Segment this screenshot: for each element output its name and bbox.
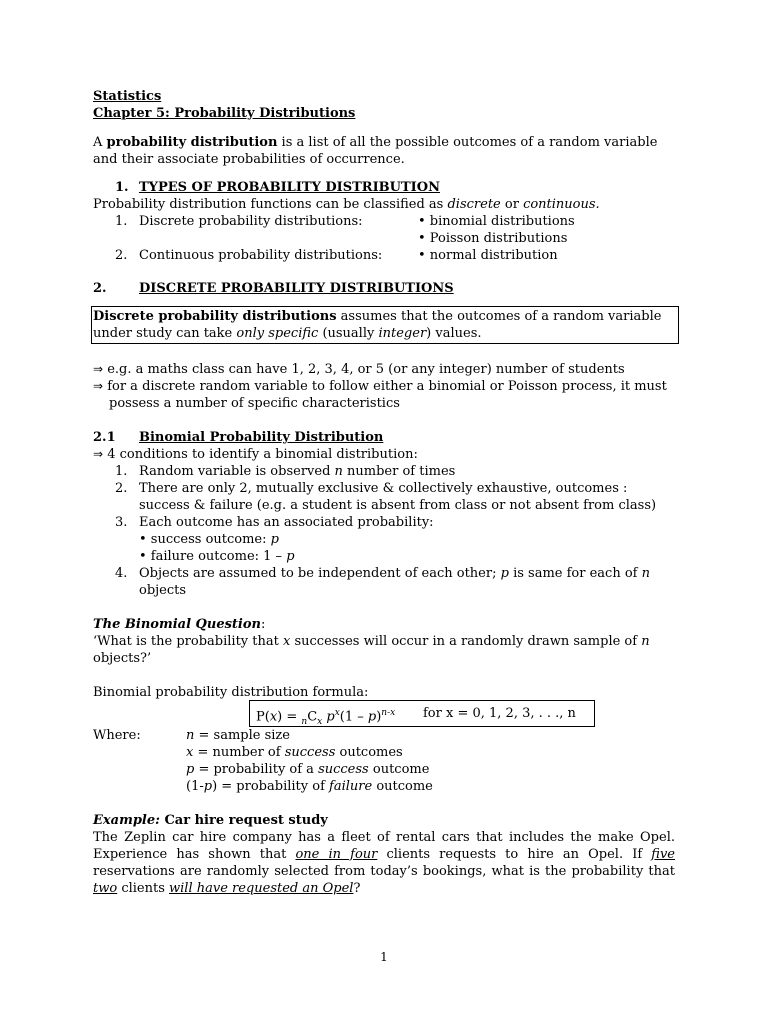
implies-arrow-icon: ⇒: [93, 379, 104, 393]
intro-paragraph: A probability distribution is a list of all the possible outcomes of a random variable and their associate probabilities of occurrence.: [93, 135, 658, 167]
where-row: x = number of success outcomes: [186, 745, 403, 760]
implies-arrow-icon: ⇒: [93, 362, 104, 376]
example-paragraph: The Zeplin car hire company has a fleet of rental cars that includes the make Opel. Experience has shown that one in four clients requests to hire an Opel. If five reservations are randomly selected from today’s bookings, what is the probability that two clients will have requested an Opel?: [93, 830, 676, 896]
implies-arrow-icon: ⇒: [93, 447, 104, 461]
where-row: (1-p) = probability of failure outcome: [186, 779, 433, 794]
formula-label: Binomial probability distribution formula:: [93, 685, 369, 700]
conditions-lead: ⇒ 4 conditions to identify a binomial distribution:: [93, 447, 418, 462]
example-point-2: ⇒ for a discrete random variable to follow either a binomial or Poisson process, it must: [93, 379, 667, 394]
example-point-1: ⇒ e.g. a maths class can have 1, 2, 3, 4, or 5 (or any integer) number of students: [93, 362, 625, 377]
list-item: 2. There are only 2, mutually exclusive & collectively exhaustive, outcomes : success & failure (e.g. a student is absent from class or not absent from class): [115, 481, 657, 513]
list-item: 4. Objects are assumed to be independent of each other; p is same for each of n objects: [115, 566, 650, 598]
list-item: 3. Each outcome has an associated probability: • success outcome: p • failure outcome: 1 – p: [115, 515, 434, 564]
formula-range: for x = 0, 1, 2, 3, . . ., n: [423, 706, 576, 721]
formula-box: [249, 700, 595, 727]
page-number: 1: [380, 950, 388, 964]
where-row: Where: n = sample size: [93, 728, 290, 743]
section1-lead: Probability distribution functions can be classified as discrete or continuous.: [93, 197, 600, 212]
binomial-question-heading: The Binomial Question:: [93, 617, 266, 632]
list-item: 1. Random variable is observed n number of times: [115, 464, 456, 479]
page-content: Statistics Chapter 5: Probability Distributions A probability distribution is a list of all the possible outcomes of a random variable and their associate probabilities of occurrence. 1. TYPES OF PROBABILITY DISTRIBUTION Probability distribution functions can be classified as discrete or continuous. 1. Discrete probability distributions: • binomial distributions • Poisson distributions 2. Continuous probability distributions: • normal distribution 2. DISCRETE PROBABILITY DISTRIBUTIONS Discrete probability distributions assumes that the outcomes of a random variable under study can take only specific (usually integer) values. ⇒ e.g. a maths class can have 1, 2, 3, 4, or 5 (or any integer) number of students ⇒ for a discrete random variable to follow either a binomial or Poisson process, it must possess a number of specific characteristics 2.1 Binomial Probability Distribution ⇒ 4 conditions to identify a binomial distribution: 1. Random variable is observed n number of times 2. There are only 2, mutually exclusive & collectively exhaustive, outcomes : success & failure (e.g. a student is absent from class or not absent from class) 3. Each outcome has an associated probability: • success outcome: p • failure outcome: 1 – p 4. Objects are assumed to be independent of each other; p is same for each of n objects The Binomial Question: ‘What is the probability that x successes will occur in a randomly drawn sample of n objects?’ Binomial probability distribution formula: $P(x) = _nC_x$ $p^x(1 - p)^{n-x}$ for x = 0, 1, 2, 3, . . ., n Where: n = sample size x = number of success outcomes p = probability of a success outcome (1-p) = probability of failure outcome Example: Car hire request study The Zeplin car hire company has a fleet of rental cars that includes the make Opel. Experience has shown that one in four clients requests to hire an Opel. If five reservations are randomly selected from today’s bookings, what is the probability that two clients will have requested an Opel?: [93, 88, 675, 897]
where-row: p = probability of a success outcome: [186, 762, 430, 777]
binomial-formula: $P(x) = _nC_x$ $p^x(1 - p)^{n-x}$: [256, 708, 396, 727]
binomial-question-text: ‘What is the probability that x successes will occur in a randomly drawn sample of n objects?’: [93, 634, 650, 666]
list-item: • Poisson distributions: [418, 231, 568, 246]
list-item: 2. Continuous probability distributions: • normal distribution: [115, 248, 558, 263]
list-item: 1. Discrete probability distributions: • binomial distributions: [115, 214, 575, 229]
intro-term: probability distribution: [106, 135, 278, 150]
formula-area: [93, 700, 675, 727]
definition-box: Discrete probability distributions assumes that the outcomes of a random variable under study can take only specific (usually integer) values.: [91, 306, 679, 344]
section21-heading: 2.1 Binomial Probability Distribution: [93, 430, 384, 445]
subject-heading: Statistics: [93, 89, 162, 104]
chapter-heading: Chapter 5: Probability Distributions: [93, 106, 356, 121]
section2-heading: 2. DISCRETE PROBABILITY DISTRIBUTIONS: [93, 281, 454, 296]
section1-heading: 1. TYPES OF PROBABILITY DISTRIBUTION: [115, 180, 440, 195]
example-heading: Example: Car hire request study: [93, 813, 328, 828]
